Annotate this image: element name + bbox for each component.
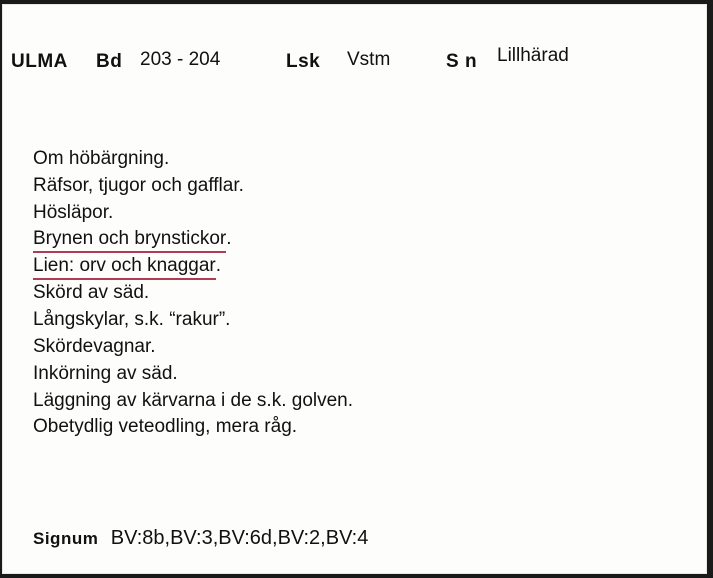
contents-line-8: Skördevagnar. [33,335,156,357]
underlined-text: Brynen och brynstickor [33,228,226,253]
contents-line-4 [33,226,353,253]
contents-line-6: Skörd av säd. [33,282,150,304]
archive-label: ULMA [11,51,68,72]
archive-card [2,4,707,574]
contents-list [33,146,353,441]
contents-line-3: Hösläpor. [33,201,114,223]
underlined-text: Lien: orv och knaggar [33,255,216,280]
signum-label: Signum [33,529,99,548]
sn-value: Lillhärad [497,45,569,66]
line-suffix: . [226,228,232,250]
contents-line-1: Om höbärgning. [33,148,170,169]
signum-value: BV:8b,BV:3,BV:6d,BV:2,BV:4 [110,527,369,549]
bd-label: Bd [96,51,123,72]
contents-line-11: Obetydlig veteodling, mera råg. [33,416,298,438]
line-suffix: . [215,255,222,277]
sn-label: S n [446,51,478,72]
signum-row [33,527,368,550]
lsk-value: Vstm [347,49,391,70]
contents-line-9: Inkörning av säd. [33,362,178,384]
contents-line-10: Läggning av kärvarna i de s.k. golven. [33,389,354,411]
contents-line-7: Långskylar, s.k. “rakur”. [33,309,231,331]
lsk-label: Lsk [286,51,321,72]
contents-line-5 [33,253,353,280]
bd-value: 203 - 204 [140,49,221,70]
contents-line-2: Räfsor, tjugor och gafflar. [33,174,244,196]
